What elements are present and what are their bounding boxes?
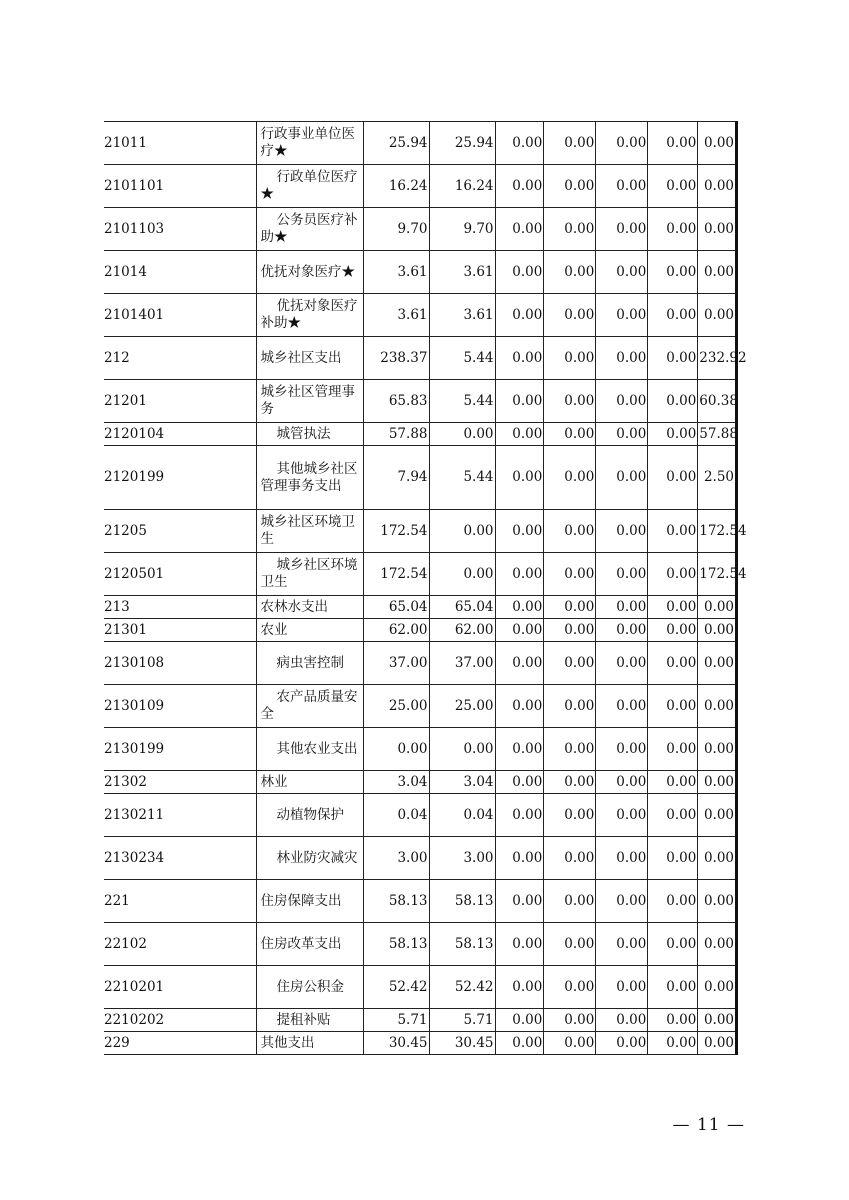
table-row [104,837,737,880]
subject-name-cell: 公务员医疗补助★ [256,208,363,251]
subject-code-cell: 2130199 [104,728,256,771]
amount-cell: 5.71 [363,1009,429,1032]
amount-cell: 0.00 [495,596,544,619]
amount-cell: 0.00 [648,423,698,446]
subject-code-cell: 21302 [104,771,256,794]
amount-cell: 0.00 [363,728,429,771]
amount-cell: 0.00 [495,619,544,642]
amount-cell: 0.00 [698,251,737,294]
amount-cell: 0.00 [429,728,495,771]
subject-code-cell: 2120104 [104,423,256,446]
amount-cell: 0.00 [596,596,648,619]
amount-cell: 0.00 [698,642,737,685]
amount-cell: 0.00 [698,294,737,337]
amount-cell: 0.00 [596,794,648,837]
amount-cell: 37.00 [363,642,429,685]
amount-cell: 0.00 [698,685,737,728]
amount-cell: 0.00 [596,771,648,794]
table-row [104,880,737,923]
table-row [104,380,737,423]
amount-cell: 0.00 [596,966,648,1009]
amount-cell: 52.42 [429,966,495,1009]
subject-code-cell: 2101101 [104,165,256,208]
amount-cell: 16.24 [429,165,495,208]
amount-cell: 0.00 [648,553,698,596]
amount-cell: 0.00 [544,619,596,642]
amount-cell: 0.00 [495,165,544,208]
amount-cell: 0.00 [648,880,698,923]
budget-table-body [104,122,747,1055]
amount-cell: 0.00 [544,553,596,596]
amount-cell: 172.54 [363,553,429,596]
amount-cell: 2.50 [698,446,737,510]
amount-cell: 0.00 [596,446,648,510]
amount-cell: 30.45 [429,1032,495,1055]
table-row [104,446,737,510]
amount-cell: 0.00 [648,1009,698,1032]
amount-cell: 0.00 [495,794,544,837]
amount-cell: 65.04 [429,596,495,619]
amount-cell: 0.00 [596,122,648,165]
amount-cell: 0.00 [648,837,698,880]
amount-cell: 0.00 [544,794,596,837]
amount-cell: 3.61 [429,294,495,337]
amount-cell: 0.00 [648,165,698,208]
table-row [104,208,737,251]
amount-cell: 3.00 [429,837,495,880]
amount-cell: 0.00 [648,251,698,294]
subject-code-cell: 2101401 [104,294,256,337]
amount-cell: 0.00 [698,208,737,251]
subject-code-cell: 221 [104,880,256,923]
amount-cell: 0.00 [596,685,648,728]
subject-name-cell: 提租补贴 [256,1009,363,1032]
subject-code-cell: 213 [104,596,256,619]
amount-cell: 0.00 [698,596,737,619]
subject-code-cell: 2210202 [104,1009,256,1032]
amount-cell: 0.00 [544,510,596,553]
table-row [104,1032,737,1055]
amount-cell: 0.00 [544,771,596,794]
table-row [104,165,737,208]
amount-cell: 58.13 [429,923,495,966]
amount-cell: 0.00 [698,923,737,966]
amount-cell: 0.00 [429,553,495,596]
subject-code-cell: 21011 [104,122,256,165]
amount-cell: 0.00 [596,251,648,294]
subject-code-cell: 2130234 [104,837,256,880]
subject-name-cell: 住房保障支出 [256,880,363,923]
amount-cell: 172.54 [698,553,737,596]
amount-cell: 0.00 [698,619,737,642]
amount-cell: 0.00 [495,122,544,165]
amount-cell: 57.88 [363,423,429,446]
amount-cell: 0.00 [495,966,544,1009]
amount-cell: 0.00 [698,728,737,771]
amount-cell: 0.00 [495,208,544,251]
amount-cell: 0.00 [596,1009,648,1032]
amount-cell: 0.00 [648,642,698,685]
subject-name-cell: 农林水支出 [256,596,363,619]
amount-cell: 62.00 [363,619,429,642]
subject-name-cell: 其他支出 [256,1032,363,1055]
amount-cell: 0.00 [544,423,596,446]
amount-cell: 9.70 [363,208,429,251]
amount-cell: 0.00 [596,380,648,423]
amount-cell: 0.00 [648,685,698,728]
amount-cell: 0.00 [648,446,698,510]
amount-cell: 52.42 [363,966,429,1009]
amount-cell: 0.00 [648,510,698,553]
amount-cell: 58.13 [363,923,429,966]
amount-cell: 0.00 [596,294,648,337]
amount-cell: 0.00 [544,251,596,294]
amount-cell: 16.24 [363,165,429,208]
amount-cell: 3.04 [429,771,495,794]
amount-cell: 0.00 [495,446,544,510]
amount-cell: 0.00 [544,923,596,966]
amount-cell: 0.00 [495,337,544,380]
subject-code-cell: 2130109 [104,685,256,728]
amount-cell: 30.45 [363,1032,429,1055]
subject-name-cell: 住房公积金 [256,966,363,1009]
subject-name-cell: 城管执法 [256,423,363,446]
amount-cell: 0.00 [544,337,596,380]
subject-code-cell: 2120501 [104,553,256,596]
amount-cell: 0.00 [495,837,544,880]
amount-cell: 0.00 [648,208,698,251]
table-row [104,619,737,642]
amount-cell: 0.00 [495,1032,544,1055]
subject-code-cell: 22102 [104,923,256,966]
subject-name-cell: 病虫害控制 [256,642,363,685]
subject-name-cell: 城乡社区管理事务 [256,380,363,423]
amount-cell: 5.71 [429,1009,495,1032]
amount-cell: 0.00 [495,380,544,423]
subject-code-cell: 21205 [104,510,256,553]
amount-cell: 3.61 [429,251,495,294]
amount-cell: 0.00 [596,165,648,208]
amount-cell: 58.13 [363,880,429,923]
amount-cell: 0.00 [544,380,596,423]
page-number: — 11 — [672,1115,745,1135]
amount-cell: 0.00 [495,771,544,794]
amount-cell: 0.00 [648,1032,698,1055]
amount-cell: 0.00 [495,923,544,966]
amount-cell: 0.00 [429,510,495,553]
amount-cell: 0.00 [596,553,648,596]
amount-cell: 0.00 [648,771,698,794]
amount-cell: 0.00 [544,642,596,685]
amount-cell: 0.00 [698,966,737,1009]
amount-cell: 37.00 [429,642,495,685]
amount-cell: 0.00 [648,966,698,1009]
amount-cell: 3.61 [363,294,429,337]
table-row [104,122,737,165]
amount-cell: 238.37 [363,337,429,380]
subject-code-cell: 2120199 [104,446,256,510]
amount-cell: 0.00 [648,294,698,337]
table-row [104,923,737,966]
table-row [104,294,737,337]
amount-cell: 5.44 [429,380,495,423]
subject-name-cell: 林业防灾减灾 [256,837,363,880]
subject-code-cell: 212 [104,337,256,380]
subject-name-cell: 其他农业支出 [256,728,363,771]
subject-code-cell: 21201 [104,380,256,423]
amount-cell: 0.00 [544,966,596,1009]
table-row [104,596,737,619]
subject-name-cell: 城乡社区环境卫生 [256,510,363,553]
amount-cell: 0.00 [596,619,648,642]
subject-name-cell: 农业 [256,619,363,642]
amount-cell: 25.94 [363,122,429,165]
table-row [104,771,737,794]
amount-cell: 60.38 [698,380,737,423]
amount-cell: 0.00 [648,337,698,380]
amount-cell: 0.00 [648,923,698,966]
table-row [104,794,737,837]
subject-name-cell: 林业 [256,771,363,794]
subject-code-cell: 2210201 [104,966,256,1009]
amount-cell: 0.00 [698,771,737,794]
table-row [104,423,737,446]
amount-cell: 5.44 [429,446,495,510]
amount-cell: 57.88 [698,423,737,446]
amount-cell: 65.83 [363,380,429,423]
amount-cell: 232.92 [698,337,737,380]
amount-cell: 0.00 [495,685,544,728]
amount-cell: 0.00 [596,728,648,771]
amount-cell: 0.00 [544,837,596,880]
amount-cell: 0.00 [596,923,648,966]
amount-cell: 0.00 [495,642,544,685]
amount-cell: 0.00 [648,122,698,165]
table-row [104,1009,737,1032]
amount-cell: 0.00 [544,685,596,728]
subject-code-cell: 21301 [104,619,256,642]
amount-cell: 0.00 [495,728,544,771]
subject-name-cell: 其他城乡社区管理事务支出 [256,446,363,510]
amount-cell: 25.00 [363,685,429,728]
table-row [104,553,737,596]
table-row [104,728,737,771]
subject-code-cell: 2101103 [104,208,256,251]
amount-cell: 3.04 [363,771,429,794]
subject-code-cell: 2130211 [104,794,256,837]
subject-name-cell: 行政单位医疗★ [256,165,363,208]
amount-cell: 0.00 [544,446,596,510]
amount-cell: 0.00 [544,1009,596,1032]
table-row [104,510,737,553]
amount-cell: 0.00 [698,794,737,837]
amount-cell: 0.00 [596,208,648,251]
table-row [104,337,737,380]
subject-code-cell: 229 [104,1032,256,1055]
amount-cell: 0.00 [648,728,698,771]
amount-cell: 0.00 [596,880,648,923]
amount-cell: 172.54 [363,510,429,553]
amount-cell: 65.04 [363,596,429,619]
amount-cell: 3.00 [363,837,429,880]
amount-cell: 0.00 [495,510,544,553]
subject-name-cell: 住房改革支出 [256,923,363,966]
amount-cell: 0.00 [648,596,698,619]
amount-cell: 3.61 [363,251,429,294]
amount-cell: 62.00 [429,619,495,642]
amount-cell: 0.00 [648,794,698,837]
amount-cell: 0.00 [495,294,544,337]
amount-cell: 0.00 [544,294,596,337]
amount-cell: 0.00 [698,837,737,880]
amount-cell: 172.54 [698,510,737,553]
amount-cell: 0.00 [596,423,648,446]
table-row [104,685,737,728]
amount-cell: 0.00 [544,165,596,208]
amount-cell: 0.04 [429,794,495,837]
budget-table [104,121,747,1055]
amount-cell: 0.00 [596,337,648,380]
amount-cell: 0.00 [544,728,596,771]
amount-cell: 0.00 [544,208,596,251]
table-row [104,642,737,685]
amount-cell: 0.00 [648,619,698,642]
amount-cell: 0.00 [495,423,544,446]
amount-cell: 0.00 [495,251,544,294]
amount-cell: 0.00 [698,1009,737,1032]
amount-cell: 0.00 [544,1032,596,1055]
amount-cell: 25.94 [429,122,495,165]
amount-cell: 0.00 [698,122,737,165]
amount-cell: 0.00 [429,423,495,446]
amount-cell: 0.04 [363,794,429,837]
amount-cell: 58.13 [429,880,495,923]
table-row [104,966,737,1009]
amount-cell: 0.00 [596,837,648,880]
amount-cell: 0.00 [698,165,737,208]
subject-code-cell: 2130108 [104,642,256,685]
amount-cell: 0.00 [544,880,596,923]
table-row [104,251,737,294]
amount-cell: 0.00 [495,1009,544,1032]
subject-name-cell: 优抚对象医疗补助★ [256,294,363,337]
subject-code-cell: 21014 [104,251,256,294]
amount-cell: 0.00 [648,380,698,423]
amount-cell: 0.00 [544,122,596,165]
amount-cell: 0.00 [596,642,648,685]
amount-cell: 0.00 [495,553,544,596]
subject-name-cell: 城乡社区支出 [256,337,363,380]
amount-cell: 0.00 [495,880,544,923]
subject-name-cell: 城乡社区环境卫生 [256,553,363,596]
amount-cell: 25.00 [429,685,495,728]
subject-name-cell: 优抚对象医疗★ [256,251,363,294]
subject-name-cell: 农产品质量安全 [256,685,363,728]
amount-cell: 0.00 [596,1032,648,1055]
subject-name-cell: 行政事业单位医疗★ [256,122,363,165]
amount-cell: 9.70 [429,208,495,251]
amount-cell: 0.00 [698,880,737,923]
subject-name-cell: 动植物保护 [256,794,363,837]
amount-cell: 0.00 [596,510,648,553]
amount-cell: 5.44 [429,337,495,380]
amount-cell: 0.00 [544,596,596,619]
amount-cell: 0.00 [698,1032,737,1055]
amount-cell: 7.94 [363,446,429,510]
